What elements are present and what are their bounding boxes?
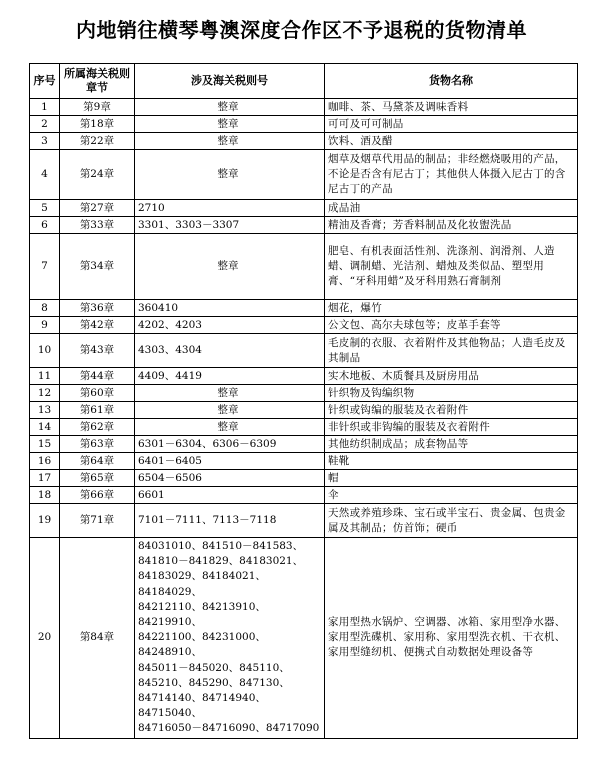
tariff-code-line: 6301－6304、6306－6309 (138, 437, 277, 450)
tariff-code-line: 84714140、84714940、84715040、 (138, 692, 266, 720)
tariff-code-line: 整章 (217, 168, 239, 180)
row-number: 4 (30, 150, 60, 200)
row-chapter: 第36章 (60, 300, 135, 317)
row-goods-name: 帽 (325, 470, 578, 487)
row-chapter: 第27章 (60, 200, 135, 217)
row-tariff-codes (135, 402, 325, 419)
row-goods-name: 非针织或非钩编的服装及衣着附件 (325, 419, 578, 436)
table-row (30, 150, 578, 200)
row-tariff-codes (135, 334, 325, 368)
tariff-code-line: 84031010、841510－841583、 (138, 540, 304, 552)
tariff-code-line: 整章 (217, 386, 239, 399)
row-goods-name: 实木地板、木质餐具及厨房用品 (325, 368, 578, 385)
row-goods-name: 精油及香膏；芳香料制品及化妆盥洗品 (325, 217, 578, 234)
row-tariff-codes (135, 504, 325, 538)
row-tariff-codes (135, 368, 325, 385)
tariff-code-line: 84212110、84213910、84219910、 (138, 600, 266, 629)
row-chapter: 第64章 (60, 453, 135, 470)
row-number: 1 (30, 99, 60, 116)
table-row (30, 385, 578, 402)
tariff-code-line: 6401－6405 (138, 454, 202, 467)
row-number: 16 (30, 453, 60, 470)
row-goods-name: 其他纺织制成品；成套物品等 (325, 436, 578, 453)
table-row (30, 133, 578, 150)
row-number: 8 (30, 300, 60, 317)
row-chapter: 第62章 (60, 419, 135, 436)
row-chapter: 第84章 (60, 538, 135, 739)
tariff-code-line: 整章 (217, 134, 239, 147)
header-no: 序号 (30, 64, 60, 99)
row-chapter: 第44章 (60, 368, 135, 385)
tariff-code-line: 4202、4203 (138, 318, 202, 331)
row-tariff-codes (135, 385, 325, 402)
row-chapter: 第43章 (60, 334, 135, 368)
table-row (30, 334, 578, 368)
row-number: 6 (30, 217, 60, 234)
row-number: 14 (30, 419, 60, 436)
document-title: 内地销往横琴粤澳深度合作区不予退税的货物清单 (76, 18, 527, 42)
row-number: 15 (30, 436, 60, 453)
row-goods-name: 针织或钩编的服装及衣着附件 (325, 402, 578, 419)
table-row (30, 200, 578, 217)
row-number: 9 (30, 317, 60, 334)
row-goods-name: 成品油 (325, 200, 578, 217)
row-goods-name: 可可及可可制品 (325, 116, 578, 133)
row-number: 3 (30, 133, 60, 150)
table-header-row (30, 64, 578, 99)
row-tariff-codes (135, 419, 325, 436)
header-chapter: 所属海关税则章节 (60, 64, 135, 99)
table-row (30, 234, 578, 300)
row-number: 5 (30, 200, 60, 217)
table-row (30, 453, 578, 470)
row-chapter: 第34章 (60, 234, 135, 300)
tariff-code-line: 整章 (217, 117, 239, 130)
row-tariff-codes (135, 99, 325, 116)
row-chapter: 第24章 (60, 150, 135, 200)
row-goods-name: 咖啡、茶、马黛茶及调味香料 (325, 99, 578, 116)
row-goods-name: 天然或养殖珍珠、宝石或半宝石、贵金属、包贵金属及其制品；仿首饰；硬币 (325, 504, 578, 538)
tariff-code-line: 整章 (217, 420, 239, 433)
row-tariff-codes (135, 300, 325, 317)
table-row (30, 538, 578, 739)
tariff-code-line: 3301、3303－3307 (138, 218, 240, 231)
goods-table (29, 63, 578, 739)
tariff-code-line: 整章 (217, 260, 239, 272)
table-row (30, 487, 578, 504)
row-goods-name: 伞 (325, 487, 578, 504)
tariff-code-line: 360410 (138, 301, 179, 314)
row-number: 18 (30, 487, 60, 504)
row-goods-name: 肥皂、有机表面活性剂、洗涤剂、润滑剂、人造蜡、调制蜡、光洁剂、蜡烛及类似品、塑型用膏、“牙科用蜡”及牙科用熟石膏制剂 (325, 234, 578, 300)
header-goods: 货物名称 (325, 64, 578, 99)
row-goods-name: 烟花，爆竹 (325, 300, 578, 317)
tariff-code-line: 84716050－84716090、84717090 (138, 722, 320, 735)
row-chapter: 第42章 (60, 317, 135, 334)
row-number: 17 (30, 470, 60, 487)
row-goods-name: 家用型热水锅炉、空调器、冰箱、家用型净水器、家用型洗碟机、家用称、家用型洗衣机、干衣机、家用型缝纫机、便携式自动数据处理设备等 (325, 538, 578, 739)
tariff-code-line: 4303、4304 (138, 344, 202, 356)
tariff-code-line: 845210、845290、847130、 (138, 676, 290, 689)
table-row (30, 116, 578, 133)
table-row (30, 317, 578, 334)
row-goods-name: 饮料、酒及醋 (325, 133, 578, 150)
tariff-code-line: 841810－841829、84183021、 (138, 555, 304, 568)
row-tariff-codes (135, 436, 325, 453)
row-tariff-codes (135, 234, 325, 300)
row-chapter: 第18章 (60, 116, 135, 133)
tariff-code-line: 4409、4419 (138, 369, 202, 382)
row-tariff-codes (135, 150, 325, 200)
tariff-code-line: 84221100、84231000、84248910、 (138, 631, 266, 659)
row-number: 7 (30, 234, 60, 300)
row-chapter: 第61章 (60, 402, 135, 419)
row-number: 12 (30, 385, 60, 402)
table-row (30, 504, 578, 538)
table-row (30, 419, 578, 436)
header-codes: 涉及海关税则号 (135, 64, 325, 99)
row-tariff-codes (135, 217, 325, 234)
row-number: 20 (30, 538, 60, 739)
row-tariff-codes (135, 453, 325, 470)
table-row (30, 436, 578, 453)
row-chapter: 第66章 (60, 487, 135, 504)
tariff-code-line: 整章 (217, 100, 239, 113)
tariff-code-line: 整章 (217, 403, 239, 416)
tariff-code-line: 845011－845020、845110、 (138, 661, 290, 674)
row-chapter: 第60章 (60, 385, 135, 402)
row-chapter: 第71章 (60, 504, 135, 538)
row-chapter: 第9章 (60, 99, 135, 116)
table-row (30, 217, 578, 234)
tariff-code-line: 7101－7111、7113－7118 (138, 514, 277, 526)
row-tariff-codes (135, 200, 325, 217)
table-row (30, 300, 578, 317)
table-row (30, 470, 578, 487)
row-tariff-codes (135, 487, 325, 504)
tariff-code-line: 6504－6506 (138, 471, 202, 484)
row-goods-name: 针织物及钩编织物 (325, 385, 578, 402)
row-goods-name: 公文包、高尔夫球包等；皮革手套等 (325, 317, 578, 334)
row-tariff-codes (135, 116, 325, 133)
row-goods-name: 鞋靴 (325, 453, 578, 470)
row-number: 2 (30, 116, 60, 133)
row-tariff-codes (135, 470, 325, 487)
table-row (30, 99, 578, 116)
table-row (30, 368, 578, 385)
row-tariff-codes (135, 538, 325, 739)
row-number: 13 (30, 402, 60, 419)
row-tariff-codes (135, 133, 325, 150)
row-goods-name: 毛皮制的衣服、衣着附件及其他物品；人造毛皮及其制品 (325, 334, 578, 368)
row-number: 10 (30, 334, 60, 368)
row-chapter: 第33章 (60, 217, 135, 234)
tariff-code-line: 6601 (138, 488, 165, 501)
tariff-code-line: 2710 (138, 201, 165, 214)
tariff-code-line: 84183029、84184021、84184029、 (138, 570, 266, 598)
row-chapter: 第63章 (60, 436, 135, 453)
row-number: 11 (30, 368, 60, 385)
row-chapter: 第22章 (60, 133, 135, 150)
row-tariff-codes (135, 317, 325, 334)
row-goods-name: 烟草及烟草代用品的制品；非经燃烧吸用的产品，不论是否含有尼古丁；其他供人体摄入尼古丁的含尼古丁的产品 (325, 150, 578, 200)
row-chapter: 第65章 (60, 470, 135, 487)
table-row (30, 402, 578, 419)
row-number: 19 (30, 504, 60, 538)
